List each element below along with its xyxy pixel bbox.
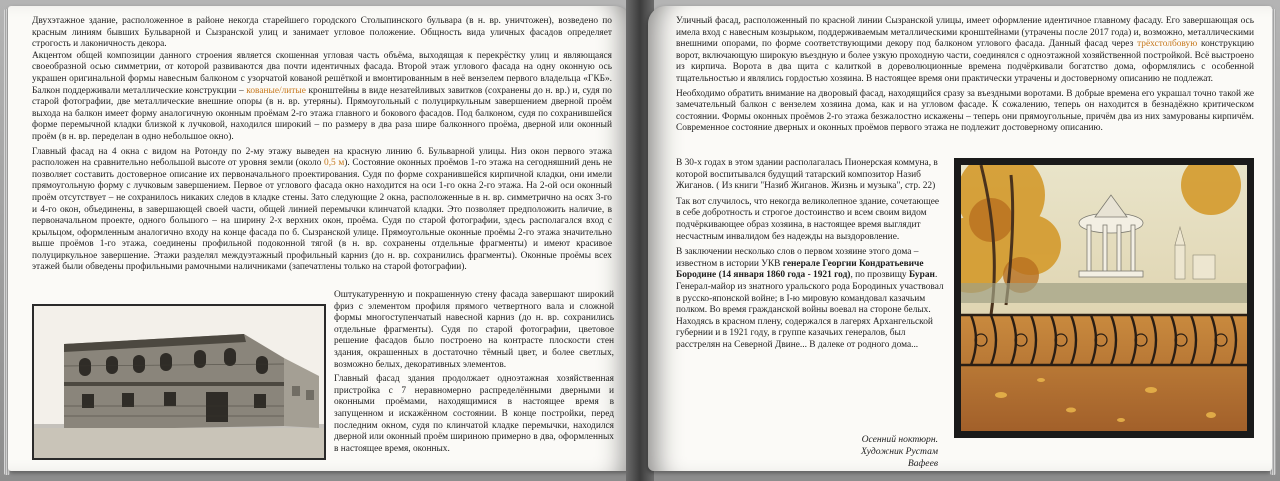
painting-image [961,165,1247,431]
left-paragraph-2: Акцентом общей композиции данного строения является скошенная угловая часть объёма, выходящая к перекрёстку улиц и являющаяся своеобразной осью симметрии, от которой развиваются два почти идентичных фасада. Второй этаж углового фасада на одну оконную ось украшен оригинальной формы навесным балконом с узорчатой кованой решёткой и вмонтированным в неё вензелем первого владельца «ГКБ». Балкон поддерживали металлические конструкции – кованые/литые кронштейны в виде незатейливых завитков (сохранены до н. вр.) и, судя по старой фотографии, две металлические внешние опоры (в н. вр. утеряны). Прямоугольный с полуциркульным завершением дверной проём выхода на балкон имеет форму аналогичную оконным проёмам 2-го этажа главного и бокового фасадов. Под балконом, судя по сохранившейся форме перемычной кладки близкой к лучковой, находился широкий – по размеру в два раза шире балконного проёма, дверной или оконный проём (в н. вр. переделан в одно небольшое окно). [32,50,612,142]
nickname: Буран [908,270,935,281]
caption-artist: Художник Рустам Вафеев [860,446,938,469]
right-text-left-column [676,158,944,352]
accent-text: трёхстолбовую [1137,39,1198,50]
left-text-right-column [334,290,614,455]
building-sketch-image [34,306,324,458]
right-paragraph-2: Необходимо обратить внимание на дворовый фасад, находящийся сразу за въездными воротами. В добрые времена его украшал точно такой же замечательный балкон с вензелем хозяина дома, как и на угловом фасаде. К сожалению, теперь он находится в безнадёжно критическом состоянии. Формы оконных проёмов 2-го этажа безжалостно искажены – теперь они прямоугольные, причём два из них замурованы кирпичём. Современное состояние дверных и оконных проёмов первого этажа не подлежит достоверному описанию. [676,88,1254,134]
left-paragraph-1: Двухэтажное здание, расположенное в районе некогда старейшего городского Столыпинского бульвара (в н. вр. уничтожен), возведено по красным линиям бывших Бульварной и Сызранской улиц и занимает угловое положение. Общность вида уличных фасадов определяет строгость и лаконичность декора. [32,16,612,50]
old-building-photo [32,304,326,460]
left-paragraph-3: Главный фасад на 4 окна с видом на Ротонду по 2-му этажу выведен на красную линию б. Бульварной улицы. Низ окон первого этажа расположен на сравнительно небольшой высоте от уровня земли (около 0,5 м). Состояние оконных проёмов 1-го этажа на сегодняшний день не позволяет составить достоверное описание их первоначального проектирования. Судя по форме сохранившейся кирпичной кладки, они имели прямоугольную форму с лучковым завершением. Первое от углового фасада окно находится на оси 1-го окна 2-го этажа. На 2-ой оси оконный проём отсутствует – не сохранилось никаких следов в кладке стены. Зато следующие 2 окна, расположенные в н. вр. симметрично на осях 3-го и 4-го окон, объединены, в завершающей своей части, общей линией перемычки клинчатой кладки. Это позволяет предположить наличие, в первоначальном проекте, одного большого – на ширину 2-х верхних окон, проёма. Судя по старой фотографии, здесь располагался вход с крыльцом, оформленным аналогично входу на конце фасада по б. Сызранской улице. Прямоугольные оконные проёмы 2-го этажа значительно выше проёмов 1-го этажа, соединены профильной подоконной тягой (в н. вр. сохранены отдельные фрагменты) и имеют красивое полуциркульное завершение. Этажи разделял междуэтажный профильный карниз (до н. вр. сохранились фрагменты). Оконные проёмы всех этажей были обведены профильными рамочными наличниками (запечатлены только на старой фотографии). [32,146,612,273]
right-paragraph-1: Уличный фасад, расположенный по красной линии Сызранской улицы, имеет оформление идентичное главному фасаду. Его завершающая ось имела вход с навесным козырьком, поддерживаемым металлическими кронштейнами (утрачены после 2017 года) и, возможно, металлическими внешними опорами, по форме соответствующими декору под балконом углового фасада. Данный фасад через трёхстолбовую конструкцию ворот, включающую широкую въездную и более узкую проходную части, соединялся с одноэтажной хозяйственной постройкой. Всё выстроено из кирпича. Ворота в два щита с калиткой в дореволюционные времена подчёркивали богатство дома, оформлялись с особенной тщательностью и являлись гордостью хозяина. В настоящее время они практически утрачены и достоверному описанию не подлежат. [676,16,1255,84]
right-page [648,6,1272,471]
general-name: генерале Георгии Кондратьевиче Бородине (14 января 1860 года - 1921 год) [676,258,924,281]
left-text-top [32,16,612,274]
right-paragraph-5: В заключении несколько слов о первом хозяине этого дома – известном в истории УКВ генерале Георгии Кондратьевиче Бородине (14 января 1860 года - 1921 год), по прозвищу Буран. Генерал-майор из знатного уральского рода Бородиных участвовал в русско-японской войне; в I-ю мировую командовал казачьим полком. Во время гражданской войны воевал на стороне белых. Находясь в красном плену, содержался в лагерях Архангельской губернии и в 1921 году, в группе казачьих генералов, был расстрелян на Северной Двине... В далеке от родного дома... [676,247,944,350]
left-paragraph-5: Главный фасад здания продолжает одноэтажная хозяйственная пристройка с 7 неравномерно распределёнными дверными и оконными проёмами, находящимися в настоящее время в запущенном и искажённом состоянии. В конце постройки, перед последним окном, судя по клинчатой кладке перемычки, находился дверной или оконный проём шириною примерно в два, оформленных в настоящее время, оконных. [334,374,614,454]
right-paragraph-4: Так вот случилось, что некогда великолепное здание, сочетающее в себе добротность и строгое достоинство и всем своим видом подчёркивающее образ хозяина, в настоящее время выглядит несчастным инвалидом без надежды на выздоровление. [676,196,940,242]
painting-caption [838,434,938,470]
right-paragraph-3: В 30-х годах в этом здании располагалась Пионерская коммуна, в которой воспитывался будущий татарский композитор Назиб Жиганов. ( Из книги "Назиб Жиганов. Жизнь и музыка", стр. 22) [676,158,938,192]
left-paragraph-4: Оштукатуренную и покрашенную стену фасада завершают широкий фриз с элементом профиля прямого четвертного вала и сложной формы многоступенчатый навесной карниз (до н. вр. сохранились отдельные фрагменты). Судя по старой фотографии, цветовое решение фасадов было построено на контрасте плоскости стен здания, окрашенных в достаточно тёмный цвет, и более светлых, возможно белых, декоративных элементов. [334,290,614,370]
right-text-top [676,16,1254,135]
left-page [8,6,632,471]
caption-title: Осенний ноктюрн. [861,434,938,445]
accent-text: 0,5 м [324,158,345,169]
accent-text: кованые/литые [246,85,306,96]
autumn-nocturne-painting [954,158,1254,438]
